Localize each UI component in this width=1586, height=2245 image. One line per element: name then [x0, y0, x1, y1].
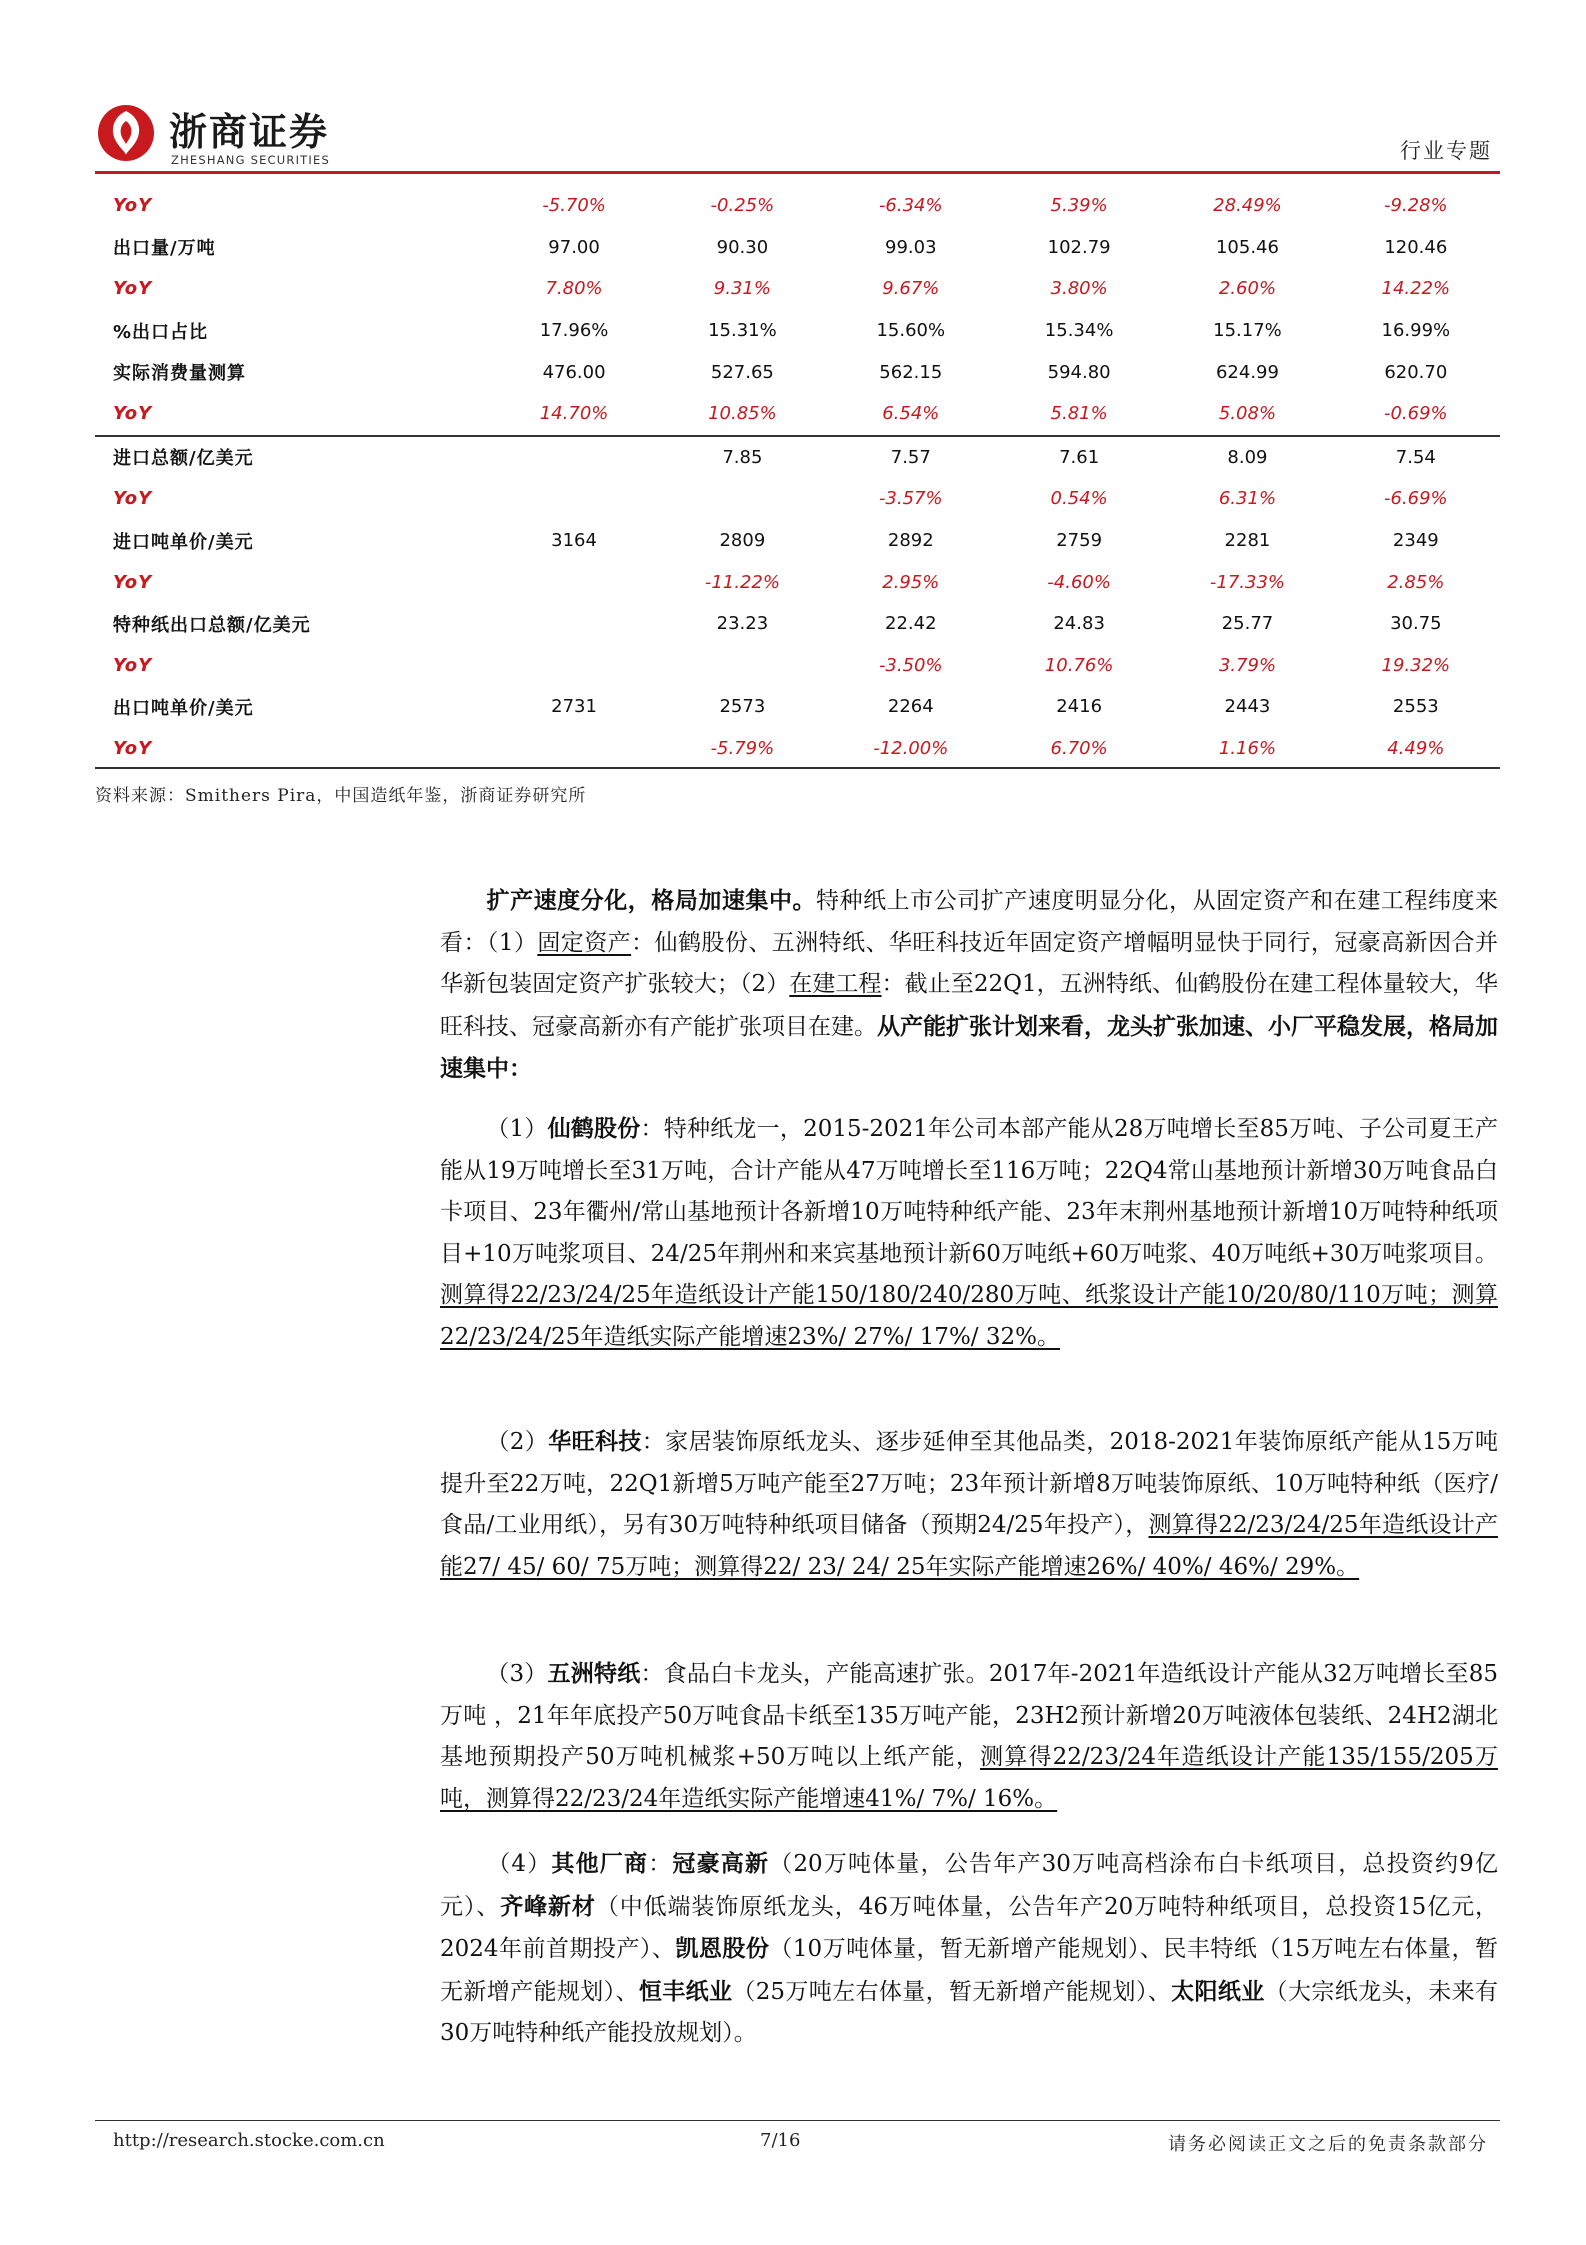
table-cell: 25.77	[1221, 613, 1274, 635]
table-bottom-rule	[95, 767, 1500, 769]
row-label: YoY	[95, 393, 490, 436]
table-cell: 2281	[1224, 530, 1271, 552]
table-cell: 2416	[1056, 696, 1103, 718]
report-section: 行业专题	[1400, 139, 1492, 163]
footer-divider	[95, 2120, 1500, 2121]
brand-name: 浙商证券	[169, 110, 330, 154]
table-cell: 15.34%	[1044, 320, 1114, 342]
table-cell: 2553	[1392, 696, 1439, 718]
table-cell: -5.79%	[710, 738, 775, 760]
row-label: 特种纸出口总额/亿美元	[113, 614, 311, 636]
table-cell: 1.16%	[1218, 738, 1277, 760]
table-cell: -6.34%	[878, 195, 943, 217]
table-cell: 99.03	[885, 236, 937, 258]
row-label: 实际消费量测算	[113, 363, 246, 385]
table-cell: 23.23	[716, 613, 769, 635]
table-cell: 7.85	[722, 446, 763, 468]
table-cell	[490, 645, 658, 687]
table-cell: 7.54	[1395, 446, 1436, 468]
table-cell: 30.75	[1390, 613, 1442, 635]
table-row	[95, 520, 1500, 562]
table-cell: 562.15	[879, 361, 943, 383]
table-cell: 7.57	[890, 446, 931, 468]
table-cell: 2809	[719, 530, 766, 552]
table-cell	[490, 436, 658, 479]
table-cell	[658, 645, 826, 687]
table-cell: 6.70%	[1050, 738, 1108, 760]
paragraph-xianhe: （1）仙鹤股份：特种纸龙一，2015-2021年公司本部产能从28万吨增长至85万吨、子公司夏王产能从19万吨增长至31万吨，合计产能从47万吨增长至116万吨；22Q4常山基地预计新增30万吨食品白卡项目、23年衢州/常山基地预计各新增10万吨特种纸产能、23年末荆州基地预计新增10万吨特种纸项目+10万吨浆项目、24/25年荆州和来宾基地预计新60万吨纸+60万吨浆、40万吨纸+30万吨浆项目。测算得22/23/24/25年造纸设计产能150/180/240/280万吨、纸浆设计产能10/20/80/110万吨；测算22/23/24/25年造纸实际产能增速23%/ 27%/ 17%/ 32%。	[440, 1115, 1498, 1350]
row-label: YoY	[113, 571, 153, 593]
row-label: %出口占比	[113, 321, 209, 343]
table-cell: 97.00	[548, 236, 600, 258]
table-cell: 9.31%	[713, 278, 771, 300]
table-cell: 5.81%	[995, 393, 1163, 436]
row-label: YoY	[113, 488, 153, 510]
table-cell	[490, 728, 658, 770]
row-label: 进口总额/亿美元	[113, 448, 254, 470]
table-row	[95, 393, 1500, 436]
table-cell	[490, 561, 658, 603]
table-cell: 2731	[551, 696, 597, 718]
lead-text: 扩产速度分化，格局加速集中。	[486, 887, 817, 914]
company-name: 仙鹤股份	[547, 1115, 641, 1142]
table-cell: 4.49%	[1387, 738, 1445, 760]
row-label: YoY	[113, 195, 153, 217]
row-label: YoY	[113, 654, 153, 676]
table-row	[95, 268, 1500, 310]
company-name: 华旺科技	[548, 1428, 642, 1455]
table-row	[95, 351, 1500, 393]
table-row	[95, 310, 1500, 352]
table-cell: 6.31%	[1218, 488, 1277, 510]
table-cell: -4.60%	[1047, 571, 1111, 593]
table-cell: 19.32%	[1381, 654, 1451, 676]
table-cell: -12.00%	[873, 738, 949, 760]
table-cell: -0.25%	[710, 195, 775, 217]
table-cell: 2892	[887, 530, 934, 552]
header-divider	[95, 171, 1500, 174]
table-cell: 90.30	[716, 236, 769, 258]
table-cell: 2264	[887, 696, 934, 718]
table-row	[95, 603, 1500, 645]
table-cell: 3.80%	[1050, 278, 1108, 300]
table-cell: -17.33%	[1209, 571, 1286, 593]
table-cell: 6.54%	[827, 393, 995, 436]
table-cell: 624.99	[1215, 361, 1279, 383]
table-cell: 594.80	[1047, 361, 1111, 383]
table-cell: 9.67%	[882, 278, 940, 300]
table-cell: 2349	[1392, 530, 1439, 552]
zheshang-logo-icon	[95, 103, 157, 163]
paragraph-overview: 扩产速度分化，格局加速集中。特种纸上市公司扩产速度明显分化，从固定资产和在建工程纬度来看：（1）固定资产：仙鹤股份、五洲特纸、华旺科技近年固定资产增幅明显快于同行，冠豪高新因合并华新包装固定资产扩张较大；（2）在建工程：截止至22Q1，五洲特纸、仙鹤股份在建工程体量较大，华旺科技、冠豪高新亦有产能扩张项目在建。从产能扩张计划来看，龙头扩张加速、小厂平稳发展，格局加速集中：	[440, 887, 1499, 1082]
table-cell: 2.60%	[1218, 278, 1277, 300]
table-cell	[490, 478, 658, 520]
page-number: 7/16	[760, 2130, 801, 2151]
row-label: YoY	[113, 278, 153, 300]
table-cell: -9.28%	[1383, 195, 1448, 217]
row-label: 进口吨单价/美元	[113, 531, 254, 553]
table-cell: 24.83	[1053, 613, 1105, 635]
footer-disclaimer: 请务必阅读正文之后的免责条款部分	[1168, 2134, 1488, 2155]
paragraph-wuzhou: （3）五洲特纸：食品白卡龙头，产能高速扩张。2017年-2021年造纸设计产能从32万吨增长至85万吨 ，21年年底投产50万吨食品卡纸至135万吨产能，23H2预计新增20万吨液体包装纸、24H2湖北基地预期投产50万吨机械浆+50万吨以上纸产能，测算得22/23/24年造纸设计产能135/155/205万吨，测算得22/23/24年造纸实际产能增速41%/ 7%/ 16%。	[440, 1660, 1499, 1812]
row-label: 出口吨单价/美元	[113, 697, 254, 719]
table-cell: 16.99%	[1381, 320, 1451, 342]
table-cell	[658, 478, 826, 520]
company-name: 五洲特纸	[547, 1660, 641, 1687]
table-cell: 105.46	[1215, 236, 1279, 258]
table-cell: 2443	[1224, 696, 1271, 718]
table-cell: 2.95%	[882, 571, 940, 593]
table-cell: 14.22%	[1381, 278, 1451, 300]
row-label: 出口量/万吨	[113, 238, 216, 260]
table-cell	[490, 603, 658, 645]
table-cell: 10.76%	[1044, 654, 1114, 676]
table-cell: -3.50%	[878, 654, 943, 676]
paragraph-others: （4）其他厂商：冠豪高新（20万吨体量，公告年产30万吨高档涂布白卡纸项目，总投资约9亿元）、齐峰新材（中低端装饰原纸龙头，46万吨体量，公告年产20万吨特种纸项目，总投资15亿元，2024年前首期投产）、凯恩股份（10万吨体量，暂无新增产能规划）、民丰特纸（15万吨左右体量，暂无新增产能规划）、恒丰纸业（25万吨左右体量，暂无新增产能规划）、太阳纸业（大宗纸龙头，未来有30万吨特种纸产能投放规划）。	[440, 1850, 1499, 2046]
table-row	[95, 645, 1500, 687]
table-cell: 8.09	[1227, 446, 1268, 468]
table-row	[95, 185, 1500, 227]
table-cell: -5.70%	[542, 195, 606, 217]
table-cell: -6.69%	[1383, 488, 1448, 510]
table-cell: 15.31%	[708, 320, 777, 342]
table-row	[95, 728, 1500, 770]
table-cell: 476.00	[542, 361, 606, 383]
table-cell: 0.54%	[1050, 488, 1108, 510]
table-row	[95, 478, 1500, 520]
footer-url-link[interactable]: http://research.stocke.com.cn	[113, 2130, 385, 2151]
table-cell: 2759	[1056, 530, 1103, 552]
table-cell: 5.08%	[1163, 393, 1331, 436]
table-cell: -0.69%	[1332, 393, 1500, 436]
table-cell: 3.79%	[1218, 654, 1277, 676]
table-cell: 7.80%	[545, 278, 603, 300]
table-cell: 15.60%	[876, 320, 946, 342]
table-cell: 120.46	[1384, 236, 1448, 258]
paper-industry-table	[95, 185, 1500, 769]
table-cell: 14.70%	[490, 393, 658, 436]
table-cell: 3164	[551, 530, 597, 552]
table-row	[95, 686, 1500, 728]
table-row	[95, 561, 1500, 603]
table-cell: 2573	[719, 696, 766, 718]
table-cell: -3.57%	[878, 488, 943, 510]
row-label: YoY	[113, 738, 153, 760]
brand-name-en: ZHESHANG SECURITIES	[171, 153, 330, 167]
table-cell: 527.65	[710, 361, 774, 383]
table-row	[95, 436, 1500, 479]
table-cell: 5.39%	[1050, 195, 1108, 217]
table-cell: 15.17%	[1213, 320, 1282, 342]
table-cell: 102.79	[1047, 236, 1111, 258]
table-row	[95, 227, 1500, 269]
table-cell: 620.70	[1384, 361, 1448, 383]
table-cell: 28.49%	[1213, 195, 1282, 217]
source-note: 资料来源：Smithers Pira，中国造纸年鉴，浙商证券研究所	[95, 786, 587, 806]
table-cell: 22.42	[885, 613, 937, 635]
table-cell: 7.61	[1059, 446, 1100, 468]
table-cell: -11.22%	[704, 571, 780, 593]
table-cell: 17.96%	[539, 320, 609, 342]
table-cell: 10.85%	[658, 393, 826, 436]
table-cell: 2.85%	[1387, 571, 1445, 593]
paragraph-huawang: （2）华旺科技：家居装饰原纸龙头、逐步延伸至其他品类，2018-2021年装饰原纸产能从15万吨提升至22万吨，22Q1新增5万吨产能至27万吨；23年预计新增8万吨装饰原纸、10万吨特种纸（医疗/食品/工业用纸），另有30万吨特种纸项目储备（预期24/25年投产），测算得22/23/24/25年造纸设计产能27/ 45/ 60/ 75万吨；测算得22/ 23/ 24/ 25年实际产能增速26%/ 40%/ 46%/ 29%。	[440, 1428, 1499, 1580]
page-header	[95, 95, 1500, 175]
